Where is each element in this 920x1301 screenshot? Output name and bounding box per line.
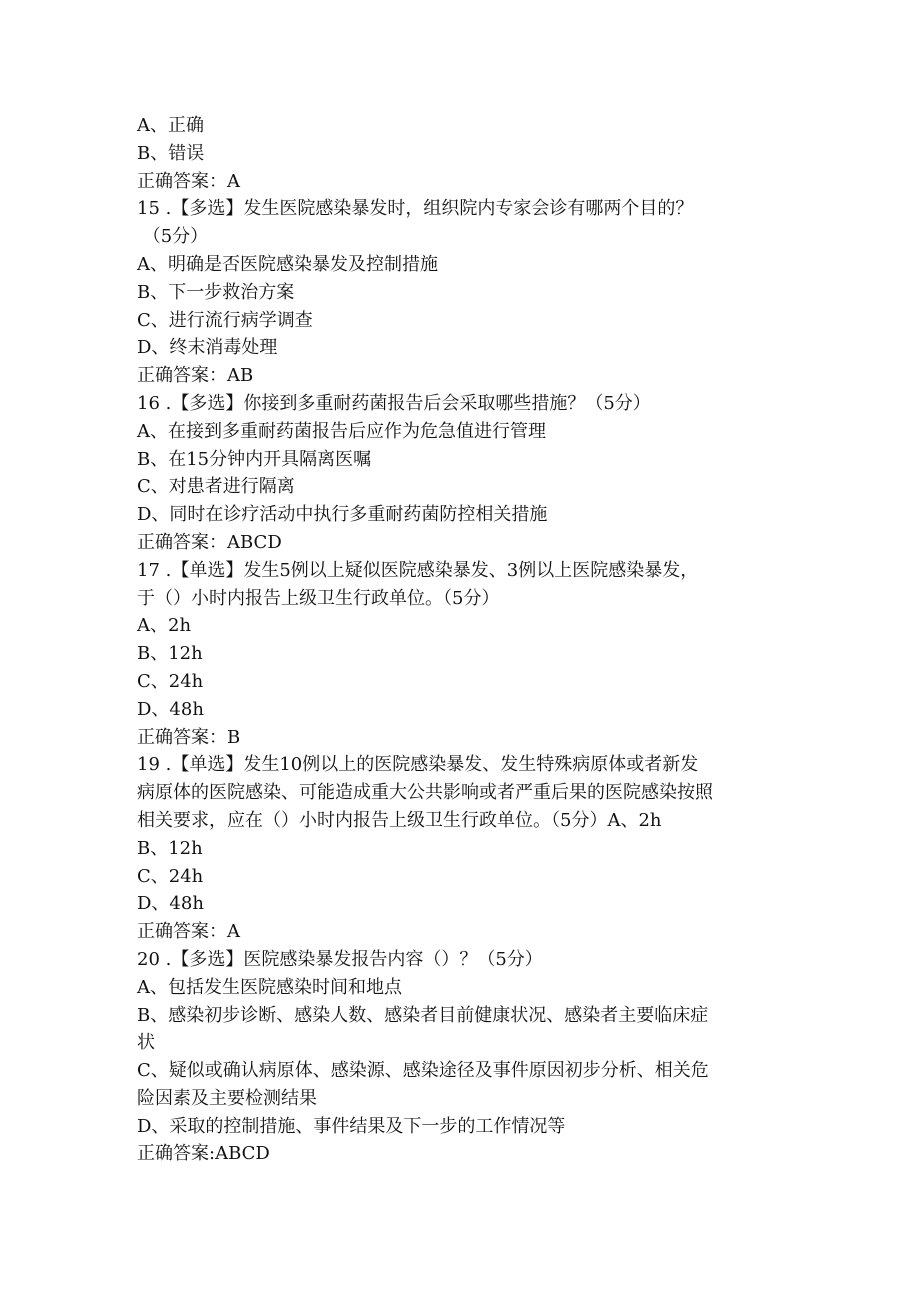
- q17-option-a: A、2h: [137, 615, 192, 637]
- q19-option-d: D、48h: [137, 893, 204, 915]
- q15-answer: 正确答案：AB: [137, 365, 254, 387]
- q16-option-c: C、对患者进行隔离: [137, 476, 295, 498]
- q14-option-b: B、错误: [137, 142, 205, 164]
- q17-option-d: D、48h: [137, 698, 204, 720]
- q16-option-b: B、在15分钟内开具隔离医嘱: [137, 448, 372, 470]
- q15-option-b: B、下一步救治方案: [137, 281, 295, 303]
- q19-answer: 正确答案：A: [137, 921, 240, 943]
- q20-option-c-cont: 险因素及主要检测结果: [137, 1087, 317, 1109]
- q17-option-c: C、24h: [137, 670, 204, 692]
- q15-question-cont: （5分）: [137, 226, 209, 248]
- q20-option-c: C、疑似或确认病原体、感染源、感染途径及事件原因初步分析、相关危: [137, 1060, 709, 1082]
- q17-question: 17 .【单选】发生5例以上疑似医院感染暴发、3例以上医院感染暴发，: [137, 559, 699, 581]
- q16-option-a: A、在接到多重耐药菌报告后应作为危急值进行管理: [137, 420, 546, 442]
- q16-question: 16 .【多选】你接到多重耐药菌报告后会采取哪些措施？（5分）: [137, 392, 651, 414]
- q15-option-d: D、终末消毒处理: [137, 337, 278, 359]
- document-page: [137, 112, 787, 1168]
- q15-question: 15 .【多选】发生医院感染暴发时，组织院内专家会诊有哪两个目的？: [137, 198, 694, 220]
- q19-question-cont-2: 相关要求，应在（）小时内报告上级卫生行政单位。（5分）A、2h: [137, 809, 662, 831]
- q19-question: 19 .【单选】发生10例以上的医院感染暴发、发生特殊病原体或者新发: [137, 754, 699, 776]
- q14-option-a: A、正确: [137, 115, 204, 136]
- q20-option-b: B、感染初步诊断、感染人数、感染者目前健康状况、感染者主要临床症: [137, 1004, 709, 1026]
- q15-option-c: C、进行流行病学调查: [137, 309, 313, 331]
- q16-answer: 正确答案：ABCD: [137, 531, 282, 553]
- q20-question: 20 .【多选】医院感染暴发报告内容（）？（5分）: [137, 948, 543, 970]
- q17-answer: 正确答案：B: [137, 726, 241, 748]
- q20-option-b-cont: 状: [137, 1032, 155, 1054]
- q14-answer: 正确答案：A: [137, 170, 240, 192]
- q19-option-c: C、24h: [137, 865, 204, 887]
- q16-option-d: D、同时在诊疗活动中执行多重耐药菌防控相关措施: [137, 504, 548, 526]
- q17-option-b: B、12h: [137, 643, 203, 665]
- q20-option-a: A、包括发生医院感染时间和地点: [137, 976, 402, 998]
- q15-option-a: A、明确是否医院感染暴发及控制措施: [137, 253, 438, 275]
- q20-option-d: D、采取的控制措施、事件结果及下一步的工作情况等: [137, 1115, 566, 1137]
- q19-option-b: B、12h: [137, 837, 203, 859]
- q19-question-cont-1: 病原体的医院感染、可能造成重大公共影响或者严重后果的医院感染按照: [137, 782, 713, 804]
- q20-answer: 正确答案:ABCD: [137, 1143, 270, 1165]
- q17-question-cont: 于（）小时内报告上级卫生行政单位。（5分）: [137, 587, 500, 609]
